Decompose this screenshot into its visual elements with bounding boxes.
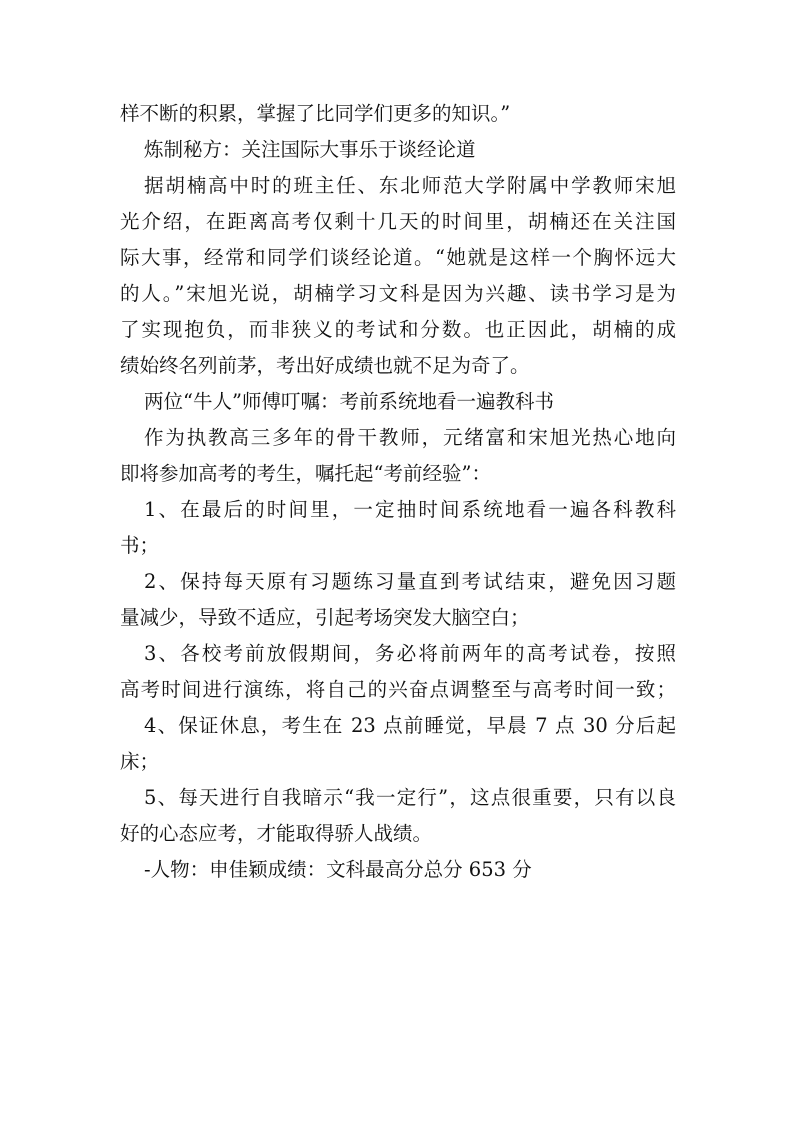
section-heading-secret: 炼制秘方：关注国际大事乐于谈经论道 (144, 138, 476, 161)
text-line-8: 绩始终名列前茅，考出好成绩也就不足为奇了。 (120, 354, 530, 377)
document-body (120, 96, 676, 888)
text-line-11: 即将参加高考的考生，嘱托起“考前经验”： (120, 462, 491, 485)
list-item-3: 3、各校考前放假期间，务必将前两年的高考试卷，按照 (144, 642, 676, 665)
text-line-6: 的人。”宋旭光说，胡楠学习文科是因为兴趣、读书学习是为 (120, 282, 676, 305)
list-item-2-cont: 量减少，导致不适应，引起考场突发大脑空白； (120, 606, 530, 629)
section-heading-advice: 两位“牛人”师傅叮嘱：考前系统地看一遍教科书 (144, 390, 554, 413)
text-line-4: 光介绍，在距离高考仅剩十几天的时间里，胡楠还在关注国 (120, 210, 676, 233)
list-item-4-cont: 床； (120, 750, 160, 773)
text-line-3: 据胡楠高中时的班主任、东北师范大学附属中学教师宋旭 (144, 174, 676, 197)
list-item-2: 2、保持每天原有习题练习量直到考试结束，避免因习题 (144, 570, 676, 593)
list-item-1: 1、在最后的时间里，一定抽时间系统地看一遍各科教科 (144, 498, 676, 521)
person-info-line: -人物：申佳颖成绩：文科最高分总分 653 分 (144, 858, 532, 881)
list-item-5-cont: 好的心态应考，才能取得骄人战绩。 (120, 822, 433, 845)
list-item-3-cont: 高考时间进行演练，将自己的兴奋点调整至与高考时间一致； (120, 678, 676, 701)
text-line-5: 际大事，经常和同学们谈经论道。“她就是这样一个胸怀远大 (120, 246, 676, 269)
text-line-7: 了实现抱负，而非狭义的考试和分数。也正因此，胡楠的成 (120, 318, 676, 341)
list-item-4: 4、保证休息，考生在 23 点前睡觉，早晨 7 点 30 分后起 (144, 714, 676, 737)
text-line-10: 作为执教高三多年的骨干教师，元绪富和宋旭光热心地向 (144, 426, 676, 449)
text-line-1: 样不断的积累，掌握了比同学们更多的知识。” (120, 102, 511, 125)
list-item-5: 5、每天进行自我暗示“我一定行”，这点很重要，只有以良 (144, 786, 676, 809)
list-item-1-cont: 书； (120, 534, 160, 557)
